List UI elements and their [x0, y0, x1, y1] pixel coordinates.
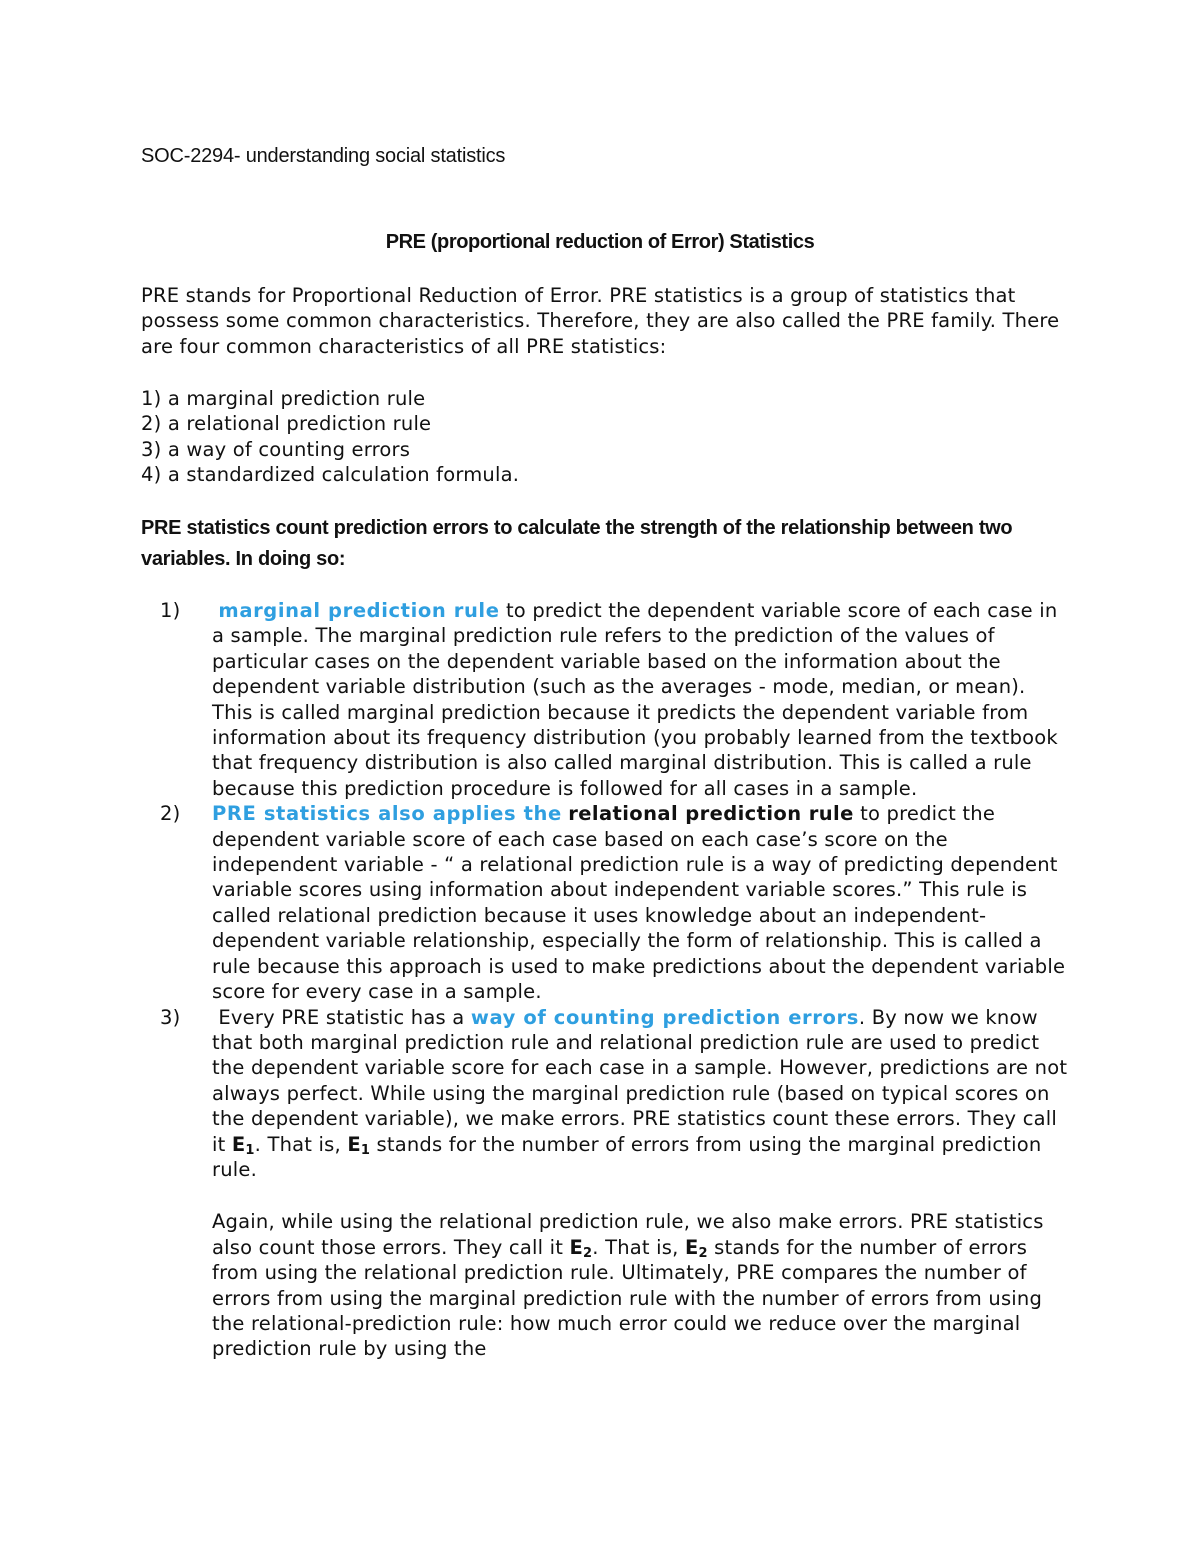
list-item: 3) a way of counting errors — [141, 437, 411, 461]
step-highlight: PRE statistics also applies the — [212, 802, 562, 826]
step-text-mid: . That is, — [254, 1132, 341, 1156]
e1-letter: E — [231, 1132, 246, 1156]
paragraph-gap — [212, 1182, 1070, 1209]
step-text-before: Every PRE statistic has a — [218, 1005, 465, 1029]
step-para2-end: stands for the number of errors from using the relational prediction rule. Ultimately, PRE compares the number of errors from using the marginal prediction rule with the number of errors from using the relational-prediction rule: how much error could we reduce over the marginal prediction rule by using the — [212, 1235, 1043, 1361]
e2-symbol — [570, 1236, 593, 1259]
course-heading: SOC-2294- understanding social statistics — [141, 145, 506, 167]
e2-subscript: 2 — [583, 1245, 593, 1261]
e1-subscript: 1 — [360, 1142, 371, 1158]
e1-subscript: 1 — [245, 1142, 255, 1158]
term-marginal-prediction-rule: marginal prediction rule — [218, 599, 500, 622]
term-relational-prediction-rule: relational prediction rule — [568, 802, 854, 826]
step-text: to predict the dependent variable score of each case in a sample. The marginal prediction rule refers to the prediction of the values of particular cases on the dependent variable based on the information about the dependent variable distribution (such as the averages - mode, median, or mean). This is called marginal prediction because it predicts the dependent variable from information about its frequency distribution (you probably learned from the textbook that frequency distribution is also called marginal distribution. This is called a rule because this prediction procedure is followed for all cases in a sample. — [212, 599, 1058, 800]
e2-subscript: 2 — [698, 1245, 708, 1261]
step-item-2 — [160, 801, 1070, 1004]
step-text-mid: . That is, — [592, 1235, 679, 1259]
e1-symbol — [232, 1133, 255, 1156]
document-title: PRE (proportional reduction of Error) Statistics — [385, 231, 815, 253]
step-number: 3) — [160, 1005, 181, 1029]
term-counting-errors: way of counting prediction errors — [470, 1005, 859, 1029]
intro-paragraph — [141, 283, 1071, 359]
characteristics-list — [141, 386, 519, 488]
step-item-3 — [160, 1005, 1070, 1362]
list-item: 4) a standardized calculation formula. — [141, 463, 520, 487]
intro-text: PRE stands for Proportional Reduction of Error. PRE statistics is a group of statistics that possess some common characteristics. Therefore, they are also called the PRE family. There are four common characteristics of all PRE statistics: — [141, 284, 1060, 358]
e1-letter: E — [347, 1132, 361, 1156]
steps-list — [160, 598, 1070, 1362]
step-para2-start: Again, while using the relational prediction rule, we also make errors. PRE statistics also count those errors. They call it — [212, 1210, 1044, 1259]
list-item: 2) a relational prediction rule — [141, 412, 432, 436]
step-item-1 — [160, 598, 1070, 801]
step-text-end: stands for the number of errors from using the marginal prediction rule. — [212, 1132, 1042, 1181]
step-number: 2) — [160, 802, 181, 826]
step-text: to predict the dependent variable score of each case based on each case’s score on the independent variable - “ a relational prediction rule is a way of predicting dependent variable scores using information about independent variable scores.” This rule is called relational prediction because it uses knowledge about an independent-dependent variable relationship, especially the form of relationship. This is called a rule because this approach is used to make predictions about the dependent variable score for every case in a sample. — [212, 802, 1066, 1004]
lead-paragraph: PRE statistics count prediction errors to calculate the strength of the relationship between two variables. In doing so: — [141, 517, 1013, 570]
list-item: 1) a marginal prediction rule — [141, 387, 426, 410]
step-number: 1) — [160, 599, 181, 622]
e1-symbol-repeat — [347, 1133, 370, 1156]
step-text: . By now we know that both marginal prediction rule and relational prediction rule are used to predict the dependent variable score for each case in a sample. However, predictions are not always perfect. While using the marginal prediction rule (based on typical scores on the dependent variable), we make errors. PRE statistics count these errors. They call it — [212, 1005, 1068, 1156]
e2-letter: E — [684, 1235, 699, 1259]
e2-letter: E — [569, 1235, 584, 1259]
e2-symbol-repeat — [685, 1236, 708, 1259]
